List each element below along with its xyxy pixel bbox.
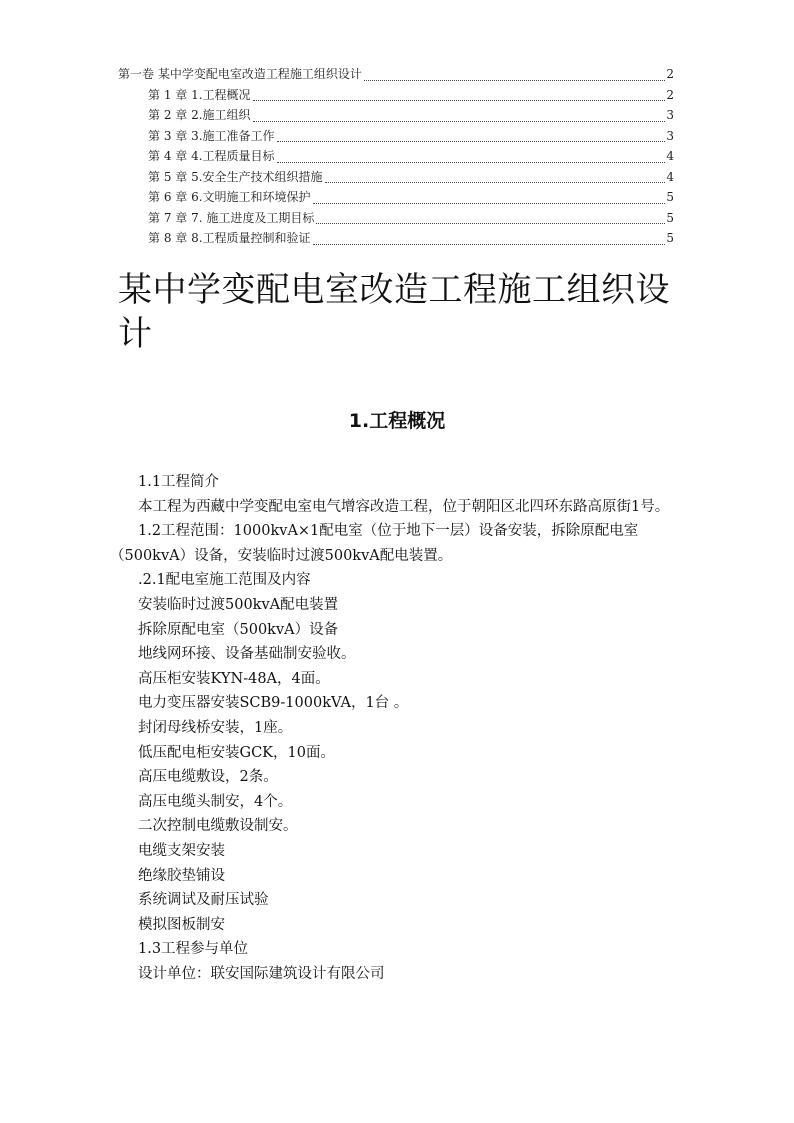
chapter-heading: 1.工程概况	[348, 410, 446, 432]
toc-entry[interactable]	[118, 187, 674, 208]
toc-page-number: 2	[666, 87, 674, 102]
toc-dot-leader	[277, 141, 666, 142]
list-item: 封闭母线桥安装，1座。	[138, 719, 293, 736]
toc-dot-leader	[313, 203, 666, 204]
toc-page-number: 5	[666, 231, 674, 245]
section-heading: .2.1配电室施工范围及内容	[138, 572, 311, 589]
toc-page-number: 2	[666, 67, 674, 81]
body-paragraph: 本工程为西藏中学变配电室电气增容改造工程，位于朝阳区北四环东路高原街1号。	[138, 498, 670, 515]
list-item: 系统调试及耐压试验	[138, 892, 269, 909]
list-item: 电力变压器安装SCB9-1000kVA，1台 。	[138, 695, 409, 712]
list-item: 电缆支架安装	[138, 842, 225, 859]
section-heading: 1.3工程参与单位	[138, 941, 249, 958]
body-paragraph: 设计单位：联安国际建筑设计有限公司	[138, 965, 385, 982]
toc-dot-leader	[325, 182, 666, 183]
list-item: 地线网环接、设备基础制安验收。	[138, 646, 356, 663]
toc-entry-text: 第 8 章 8.工程质量控制和验证	[148, 231, 311, 245]
toc-entry[interactable]	[118, 146, 674, 167]
list-item: 高压电缆头制安，4个。	[138, 793, 293, 810]
toc-dot-leader	[277, 162, 666, 163]
list-item: 安装临时过渡500kvA配电装置	[138, 596, 339, 613]
list-item: 高压柜安装KYN-48A，4面。	[138, 670, 330, 687]
toc-entry-text: 第 3 章 3.施工准备工作	[148, 128, 275, 143]
section-heading: 1.2工程范围：1000kvA×1配电室（位于地下一层）设备安装，拆除原配电室（500kvA）设备，安装临时过渡500kvA配电装置。	[110, 523, 639, 564]
toc-entry[interactable]	[118, 167, 674, 188]
section-heading: 1.1工程简介	[138, 474, 220, 490]
body-content	[110, 470, 690, 986]
toc-entry[interactable]	[118, 64, 674, 85]
toc-entry-text: 第 5 章 5.安全生产技术组织措施	[148, 169, 323, 184]
toc-dot-leader	[313, 244, 666, 245]
toc-page-number: 5	[666, 210, 674, 225]
toc-entry[interactable]	[118, 208, 674, 229]
toc-dot-leader	[364, 80, 666, 81]
toc-page-number: 5	[666, 190, 674, 204]
list-item: 绝缘胶垫铺设	[138, 867, 225, 884]
list-item: 低压配电柜安装GCK，10面。	[138, 744, 335, 761]
toc-page-number: 3	[666, 108, 674, 122]
toc-dot-leader	[253, 121, 666, 122]
toc-entry-text: 第 6 章 6.文明施工和环境保护	[148, 190, 311, 204]
list-item: 模拟图板制安	[138, 916, 225, 933]
list-item: 拆除原配电室（500kvA）设备	[138, 621, 339, 638]
toc-dot-leader	[253, 100, 666, 101]
toc-entry[interactable]	[118, 126, 674, 147]
toc-page-number: 4	[666, 149, 674, 163]
toc-entry-text: 第 4 章 4.工程质量目标	[148, 149, 275, 163]
toc-entry[interactable]	[118, 85, 674, 106]
toc-entry-text: 第一卷 某中学变配电室改造工程施工组织设计	[118, 67, 362, 81]
list-item: 高压电缆敷设，2条。	[138, 769, 278, 786]
toc-page-number: 4	[666, 169, 674, 184]
list-item: 二次控制电缆敷设制安。	[138, 818, 298, 835]
toc-entry-text: 第 1 章 1.工程概况	[148, 87, 251, 102]
toc-page-number: 3	[666, 128, 674, 143]
table-of-contents	[118, 64, 674, 249]
document-title: 某中学变配电室改造工程施工组织设计	[118, 270, 670, 354]
toc-dot-leader	[316, 223, 665, 224]
toc-entry[interactable]	[118, 105, 674, 126]
toc-entry-text: 第 7 章 7. 施工进度及工期目标	[148, 210, 315, 225]
toc-entry-text: 第 2 章 2.施工组织	[148, 108, 251, 122]
toc-entry[interactable]	[118, 228, 674, 249]
